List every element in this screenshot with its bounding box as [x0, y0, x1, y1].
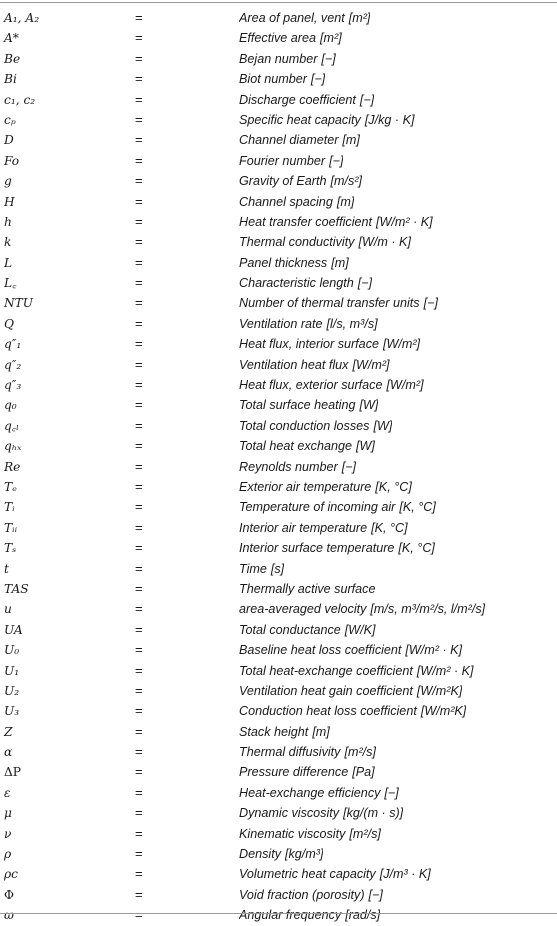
description-text: Kinematic viscosity: [239, 826, 346, 841]
unit-text: [J/m³ · K]: [379, 867, 431, 882]
unit-text: [W/m² · K]: [416, 663, 474, 678]
unit-text: [W/m · K]: [358, 235, 411, 250]
symbol-cell: cₚ: [4, 112, 16, 127]
symbol-cell: ΔP: [4, 765, 22, 780]
equals-sign: =: [135, 642, 143, 658]
symbol-cell: Tₑ: [4, 479, 17, 494]
definition-cell: [239, 681, 462, 701]
table-row: [0, 416, 557, 436]
table-row: [0, 742, 557, 762]
equals-sign: =: [135, 254, 143, 270]
description-text: Heat transfer coefficient: [239, 214, 372, 229]
equals-sign: =: [135, 784, 143, 800]
equals-sign: =: [135, 71, 143, 87]
unit-text: [kg/(m · s)]: [343, 806, 404, 821]
equals-sign: =: [135, 10, 143, 25]
equals-sign: =: [135, 438, 143, 454]
equals-sign: =: [135, 356, 143, 372]
description-text: Total heat-exchange coefficient: [239, 663, 413, 678]
symbol-cell: UA: [4, 622, 23, 637]
definition-cell: [239, 416, 392, 436]
equals-sign: =: [135, 193, 143, 209]
definition-cell: [239, 457, 356, 477]
table-row: [0, 762, 557, 782]
table-top-rule: [0, 2, 557, 3]
description-text: Heat flux, interior surface: [239, 337, 379, 352]
equals-sign: =: [135, 886, 143, 902]
description-text: Thermally active surface: [239, 581, 376, 596]
unit-text: [−]: [357, 276, 373, 291]
unit-text: [W]: [355, 439, 375, 454]
unit-text: [W/m² · K]: [405, 643, 463, 658]
table-row: [0, 497, 557, 517]
equals-sign: =: [135, 152, 143, 168]
definition-cell: [239, 28, 342, 48]
table-row: [0, 538, 557, 558]
description-text: Total heat exchange: [239, 439, 352, 454]
equals-sign: =: [135, 846, 143, 862]
equals-sign: =: [135, 173, 143, 189]
table-row: [0, 436, 557, 456]
definition-cell: [239, 232, 411, 252]
equals-sign: =: [135, 417, 143, 433]
equals-sign: =: [135, 764, 143, 780]
equals-sign: =: [135, 275, 143, 291]
symbol-cell: μ: [4, 806, 12, 821]
unit-text: [−]: [341, 459, 357, 474]
symbol-cell: D: [4, 133, 14, 148]
symbol-cell: h: [4, 214, 12, 229]
table-row: [0, 232, 557, 252]
equals-sign: =: [135, 907, 143, 923]
table-row: [0, 559, 557, 579]
symbol-cell: q″₁: [4, 337, 22, 352]
unit-text: [m²]: [320, 31, 342, 46]
symbol-cell: q꜀ₗ: [4, 418, 19, 433]
definition-cell: [239, 538, 435, 558]
table-row: [0, 375, 557, 395]
definition-cell: [239, 762, 375, 782]
description-text: Reynolds number: [239, 459, 338, 474]
table-row: [0, 701, 557, 721]
symbol-cell: Tᵢᵢ: [4, 520, 18, 535]
description-text: Baseline heat loss coefficient: [239, 643, 402, 658]
unit-text: [W/m²]: [386, 378, 424, 393]
description-text: Density: [239, 847, 281, 862]
unit-text: [−]: [310, 72, 326, 87]
equals-sign: =: [135, 336, 143, 352]
symbol-cell: q″₂: [4, 357, 22, 372]
table-row: [0, 518, 557, 538]
description-text: Number of thermal transfer units: [239, 296, 420, 311]
unit-text: [m/s, m³/m²/s, l/m²/s]: [370, 602, 486, 617]
unit-text: [W]: [373, 418, 393, 433]
equals-sign: =: [135, 213, 143, 229]
unit-text: [K, °C]: [398, 541, 435, 556]
symbol-cell: U₁: [4, 663, 20, 678]
symbol-cell: U₀: [4, 643, 20, 658]
description-text: Temperature of incoming air: [239, 500, 396, 515]
description-text: Panel thickness: [239, 255, 328, 270]
description-text: Total conduction losses: [239, 418, 370, 433]
table-row: [0, 824, 557, 844]
description-text: Fourier number: [239, 153, 326, 168]
description-text: Interior air temperature: [239, 520, 368, 535]
description-text: Characteristic length: [239, 276, 354, 291]
equals-sign: =: [135, 458, 143, 474]
nomenclature-table: [0, 8, 557, 926]
description-text: Total conductance: [239, 622, 341, 637]
table-row: [0, 8, 557, 28]
definition-cell: [239, 171, 362, 191]
definition-cell: [239, 334, 420, 354]
table-row: [0, 457, 557, 477]
description-text: Total surface heating: [239, 398, 356, 413]
symbol-cell: A₁, A₂: [4, 11, 40, 25]
table-row: [0, 640, 557, 660]
equals-sign: =: [135, 132, 143, 148]
definition-cell: [239, 192, 354, 212]
unit-text: [K, °C]: [399, 500, 436, 515]
definition-cell: [239, 151, 343, 171]
definition-cell: [239, 130, 360, 150]
table-bottom-rule: [0, 913, 557, 914]
description-text: Ventilation heat gain coefficient: [239, 683, 413, 698]
definition-cell: [239, 212, 433, 232]
unit-text: [W/m² · K]: [376, 214, 433, 229]
symbol-cell: L꜀: [4, 276, 17, 291]
definition-cell: [239, 8, 370, 28]
definition-cell: [239, 803, 403, 823]
unit-text: [W/K]: [344, 622, 376, 637]
definition-cell: [239, 640, 462, 660]
definition-cell: [239, 579, 379, 599]
equals-sign: =: [135, 295, 143, 311]
table-row: [0, 864, 557, 884]
symbol-cell: g: [4, 174, 12, 189]
symbol-cell: q″₃: [4, 378, 22, 393]
unit-text: [m]: [342, 133, 360, 148]
equals-sign: =: [135, 540, 143, 556]
symbol-cell: ε: [4, 785, 11, 800]
definition-cell: [239, 497, 436, 517]
unit-text: [K, °C]: [371, 520, 408, 535]
symbol-cell: Q: [4, 316, 14, 331]
equals-sign: =: [135, 866, 143, 882]
unit-text: [−]: [384, 785, 399, 800]
symbol-cell: H: [4, 194, 15, 209]
equals-sign: =: [135, 377, 143, 393]
description-text: Angular frequency: [239, 908, 342, 923]
definition-cell: [239, 722, 330, 742]
table-row: [0, 273, 557, 293]
table-row: [0, 130, 557, 150]
equals-sign: =: [135, 30, 143, 46]
table-row: [0, 90, 557, 110]
table-row: [0, 293, 557, 313]
definition-cell: [239, 864, 431, 884]
unit-text: [−]: [329, 153, 344, 168]
equals-sign: =: [135, 682, 143, 698]
table-row: [0, 885, 557, 905]
definition-cell: [239, 599, 485, 619]
unit-text: [K, °C]: [375, 479, 412, 494]
description-text: Volumetric heat capacity: [239, 867, 376, 882]
table-row: [0, 620, 557, 640]
description-text: Gravity of Earth: [239, 174, 327, 189]
description-text: Effective area: [239, 31, 317, 46]
symbol-cell: Z: [4, 724, 13, 739]
symbol-cell: Be: [4, 51, 21, 66]
equals-sign: =: [135, 621, 143, 637]
table-row: [0, 722, 557, 742]
definition-cell: [239, 518, 408, 538]
table-row: [0, 783, 557, 803]
definition-cell: [239, 701, 466, 721]
symbol-cell: α: [4, 745, 13, 760]
symbol-cell: TAS: [4, 581, 29, 596]
table-row: [0, 661, 557, 681]
definition-cell: [239, 742, 376, 762]
symbol-cell: NTU: [4, 296, 34, 311]
equals-sign: =: [135, 580, 143, 596]
table-row: [0, 599, 557, 619]
description-text: Time: [239, 561, 267, 576]
table-row: [0, 69, 557, 89]
symbol-cell: U₃: [4, 704, 20, 719]
symbol-cell: Fo: [4, 153, 20, 168]
table-row: [0, 355, 557, 375]
table-row: [0, 334, 557, 354]
symbol-cell: ν: [4, 826, 12, 841]
symbol-cell: q₀: [4, 398, 17, 413]
unit-text: [m²/s]: [344, 745, 376, 760]
table-row: [0, 253, 557, 273]
unit-text: [−]: [423, 296, 438, 311]
symbol-cell: ρc: [4, 867, 18, 882]
equals-sign: =: [135, 499, 143, 515]
definition-cell: [239, 69, 325, 89]
unit-text: [Pa]: [352, 765, 375, 780]
definition-cell: [239, 661, 474, 681]
definition-cell: [239, 49, 336, 69]
symbol-cell: Φ: [4, 887, 14, 902]
equals-sign: =: [135, 315, 143, 331]
unit-text: [−]: [368, 887, 383, 902]
unit-text: [m]: [312, 724, 330, 739]
equals-sign: =: [135, 111, 143, 127]
unit-text: [m]: [336, 194, 355, 209]
description-text: Discharge coefficient: [239, 92, 356, 107]
unit-text: [m]: [331, 255, 349, 270]
description-text: Thermal diffusivity: [239, 745, 341, 760]
description-text: Heat flux, exterior surface: [239, 378, 383, 393]
unit-text: [kg/m³]: [285, 847, 324, 862]
table-row: [0, 314, 557, 334]
description-text: Thermal conductivity: [239, 235, 355, 250]
description-text: Channel spacing: [239, 194, 333, 209]
symbol-cell: Tₛ: [4, 541, 17, 556]
symbol-cell: Tᵢ: [4, 500, 15, 515]
definition-cell: [239, 355, 390, 375]
description-text: Conduction heat loss coefficient: [239, 704, 417, 719]
description-text: Area of panel, vent: [239, 11, 345, 25]
unit-text: [W/m²K]: [420, 704, 467, 719]
equals-sign: =: [135, 560, 143, 576]
description-text: Interior surface temperature: [239, 541, 395, 556]
definition-cell: [239, 824, 381, 844]
definition-cell: [239, 885, 383, 905]
definition-cell: [239, 844, 323, 864]
description-text: area-averaged velocity: [239, 602, 367, 617]
symbol-cell: c₁, c₂: [4, 92, 36, 107]
description-text: Ventilation rate: [239, 316, 323, 331]
definition-cell: [239, 273, 372, 293]
definition-cell: [239, 395, 378, 415]
definition-cell: [239, 110, 415, 130]
description-text: Heat-exchange efficiency: [239, 785, 381, 800]
unit-text: [m²]: [348, 11, 371, 25]
symbol-cell: U₂: [4, 683, 20, 698]
unit-text: [W/m²]: [383, 337, 421, 352]
unit-text: [W/m²]: [352, 357, 390, 372]
table-row: [0, 110, 557, 130]
table-row: [0, 477, 557, 497]
symbol-cell: u: [4, 602, 12, 617]
unit-text: [m²/s]: [349, 826, 381, 841]
table-row: [0, 192, 557, 212]
table-row: [0, 395, 557, 415]
definition-cell: [239, 477, 412, 497]
definition-cell: [239, 905, 380, 925]
description-text: Exterior air temperature: [239, 479, 372, 494]
table-row: [0, 844, 557, 864]
symbol-cell: Re: [4, 459, 21, 474]
description-text: Biot number: [239, 72, 307, 87]
description-text: Ventilation heat flux: [239, 357, 349, 372]
symbol-cell: t: [4, 561, 9, 576]
description-text: Channel diameter: [239, 133, 339, 148]
definition-cell: [239, 314, 378, 334]
symbol-cell: qₕₓ: [4, 439, 22, 454]
unit-text: [W/m²K]: [416, 683, 463, 698]
unit-text: [W]: [359, 398, 379, 413]
table-row: [0, 579, 557, 599]
unit-text: [s]: [270, 561, 285, 576]
description-text: Stack height: [239, 724, 309, 739]
description-text: Specific heat capacity: [239, 112, 361, 127]
description-text: Pressure difference: [239, 765, 349, 780]
definition-cell: [239, 559, 284, 579]
symbol-cell: L: [4, 255, 13, 270]
definition-cell: [239, 436, 375, 456]
table-row: [0, 28, 557, 48]
equals-sign: =: [135, 744, 143, 760]
equals-sign: =: [135, 234, 143, 250]
unit-text: [m/s²]: [330, 174, 362, 189]
definition-cell: [239, 90, 374, 110]
equals-sign: =: [135, 478, 143, 494]
unit-text: [l/s, m³/s]: [326, 316, 378, 331]
definition-cell: [239, 620, 376, 640]
equals-sign: =: [135, 91, 143, 107]
table-row: [0, 212, 557, 232]
table-row: [0, 151, 557, 171]
equals-sign: =: [135, 662, 143, 678]
equals-sign: =: [135, 805, 143, 821]
equals-sign: =: [135, 723, 143, 739]
definition-cell: [239, 783, 399, 803]
symbol-cell: ω: [4, 908, 14, 923]
table-row: [0, 171, 557, 191]
unit-text: [−]: [321, 51, 336, 66]
table-row: [0, 905, 557, 925]
table-row: [0, 49, 557, 69]
definition-cell: [239, 293, 438, 313]
equals-sign: =: [135, 519, 143, 535]
description-text: Dynamic viscosity: [239, 806, 340, 821]
equals-sign: =: [135, 50, 143, 66]
unit-text: [J/kg · K]: [364, 112, 415, 127]
description-text: Bejan number: [239, 51, 318, 66]
unit-text: [rad/s]: [345, 908, 381, 923]
equals-sign: =: [135, 601, 143, 617]
symbol-cell: Bi: [4, 72, 17, 87]
equals-sign: =: [135, 703, 143, 719]
definition-cell: [239, 253, 349, 273]
symbol-cell: k: [4, 235, 12, 250]
equals-sign: =: [135, 825, 143, 841]
equals-sign: =: [135, 397, 143, 413]
table-row: [0, 681, 557, 701]
definition-cell: [239, 375, 424, 395]
table-row: [0, 803, 557, 823]
unit-text: [−]: [359, 92, 375, 107]
symbol-cell: A*: [4, 31, 19, 46]
symbol-cell: ρ: [4, 847, 12, 862]
description-text: Void fraction (porosity): [239, 887, 365, 902]
